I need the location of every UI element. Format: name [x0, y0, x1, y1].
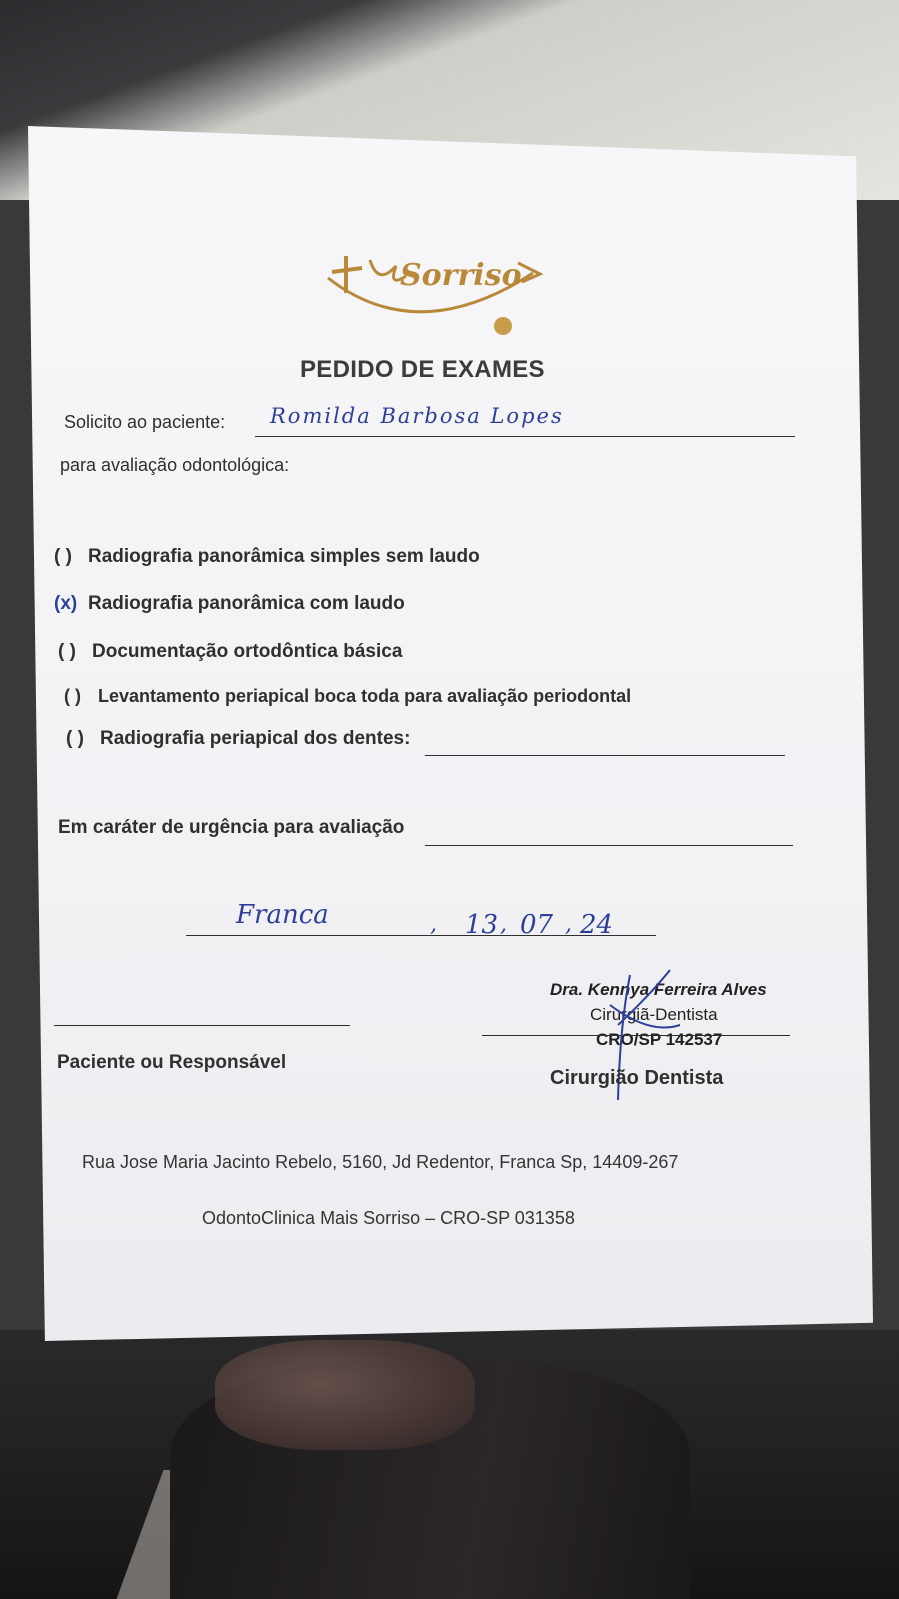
place-text: Franca	[236, 900, 329, 930]
dentist-signature-label: Cirurgião Dentista	[550, 1067, 724, 1089]
footer-address: Rua Jose Maria Jacinto Rebelo, 5160, Jd Redentor, Franca Sp, 14409-267	[82, 1152, 679, 1172]
option-panoramic-report[interactable]	[54, 593, 405, 615]
date-sep-2: ,	[500, 912, 507, 937]
option-label: Radiografia panorâmica com laudo	[88, 593, 405, 614]
stamp-cro: CRO/SP 142537	[596, 1030, 723, 1049]
option-label: Levantamento periapical boca toda para avaliação periodontal	[98, 686, 632, 706]
option-checkbox[interactable]: ( )	[54, 546, 72, 567]
option-checkbox-checked[interactable]: (x)	[54, 593, 78, 614]
date-sep-1: ,	[430, 912, 437, 937]
option-ortho-docs[interactable]	[58, 641, 402, 663]
urgency-line	[425, 845, 793, 846]
date-day: 13	[465, 910, 499, 940]
background-hand	[215, 1340, 475, 1450]
urgency-label: Em caráter de urgência para avaliação	[58, 817, 405, 838]
option-label: Radiografia periapical dos dentes:	[100, 728, 411, 749]
option-panoramic-simple[interactable]	[54, 546, 480, 568]
teeth-line	[425, 755, 785, 756]
logo-text: Sorriso	[400, 258, 522, 293]
date-year: 24	[580, 910, 614, 940]
option-checkbox[interactable]: ( )	[58, 641, 76, 662]
option-periapical-teeth[interactable]	[66, 728, 410, 750]
patient-signature-line	[54, 1025, 350, 1026]
footer-clinic: OdontoClinica Mais Sorriso – CRO-SP 031358	[202, 1208, 575, 1228]
option-label: Documentação ortodôntica básica	[92, 641, 403, 662]
option-checkbox[interactable]: ( )	[66, 728, 84, 749]
stamp-name: Dra. Kennya Ferreira Alves	[550, 980, 767, 999]
stamp-role: Cirurgiã-Dentista	[590, 1005, 718, 1024]
patient-line	[255, 436, 795, 437]
date-month: 07	[520, 910, 554, 940]
patient-name: Romilda Barbosa Lopes	[270, 404, 564, 428]
option-checkbox[interactable]: ( )	[64, 686, 81, 706]
purpose-text: para avaliação odontológica:	[60, 455, 290, 475]
option-periapical-full[interactable]	[64, 686, 631, 707]
patient-label: Solicito ao paciente:	[64, 412, 226, 432]
date-sep-3: ,	[565, 912, 572, 937]
form-title: PEDIDO DE EXAMES	[300, 356, 545, 383]
patient-signature-label: Paciente ou Responsável	[57, 1052, 287, 1073]
option-label: Radiografia panorâmica simples sem laudo	[88, 546, 480, 567]
